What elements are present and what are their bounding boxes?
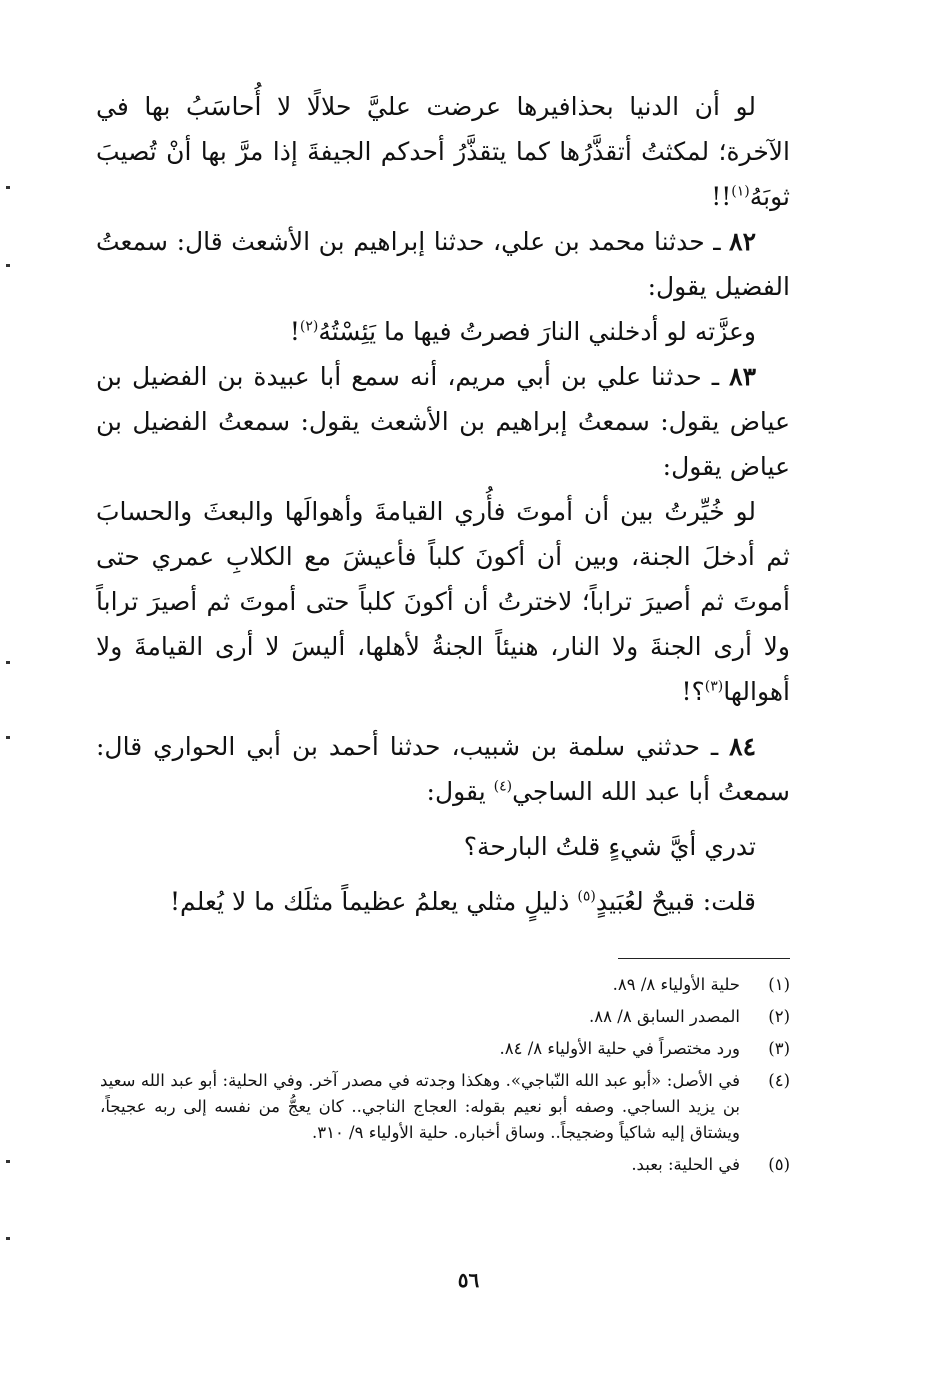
paragraph-text: تدري أيَّ شيءٍ قلتُ البارحة؟ — [463, 832, 756, 861]
paragraph-gap — [96, 869, 790, 879]
paragraph-83 — [96, 354, 790, 489]
paragraph-82-quote — [96, 309, 790, 354]
footnote-ref: (١) — [731, 183, 750, 200]
page-number: ٥٦ — [457, 1268, 480, 1292]
footnote-separator — [618, 958, 790, 959]
footnote-number: (٥) — [768, 1155, 790, 1174]
scan-speck — [6, 186, 10, 189]
paragraph-84-question — [96, 824, 790, 869]
paragraph-text: ـ حدثنا علي بن أبي مريم، أنه سمع أبا عبيدة بن الفضيل بن عياض يقول: سمعتُ إبراهيم بن الأشعث يقول: سمعتُ الفضيل بن عياض يقول: — [96, 362, 790, 481]
footnote-text: حلية الأولياء ٨/ ٨٩. — [612, 975, 740, 994]
scan-speck — [6, 736, 10, 739]
paragraph-text: وعزَّته لو أدخلني النارَ فصرتُ فيها ما يَئِسْتُهُ — [318, 317, 756, 346]
footnote-3 — [100, 1036, 790, 1062]
scan-speck — [6, 1237, 10, 1240]
main-text — [96, 84, 790, 924]
paragraph-text: ـ حدثني سلمة بن شبيب، حدثنا أحمد بن أبي الحواري قال: سمعتُ أبا عبد الله الساجي — [96, 732, 790, 806]
footnote-5 — [100, 1152, 790, 1178]
paragraph-83-quote — [96, 489, 790, 714]
footnotes — [100, 972, 790, 1184]
scan-speck — [6, 1160, 10, 1163]
paragraph-gap — [96, 814, 790, 824]
footnote-number: (٣) — [768, 1039, 790, 1058]
footnote-number: (٤) — [768, 1071, 790, 1090]
footnote-ref: (٥) — [577, 888, 596, 905]
paragraph-84 — [96, 724, 790, 814]
paragraph-text-end: ذليلٍ مثلي يعلمُ عظيماً مثلَك ما لا يُعلم! — [170, 887, 578, 916]
footnote-text: المصدر السابق ٨/ ٨٨. — [589, 1007, 740, 1026]
paragraph-text: قلت: قبيحٌ لعُبَيدٍ — [595, 887, 756, 916]
footnote-1 — [100, 972, 790, 998]
paragraph-82 — [96, 219, 790, 309]
footnote-text: في الأصل: «أبو عبد الله النّباجي». وهكذا وجدته في مصدر آخر. وفي الحلية: أبو عبد الله سعيد بن يزيد الساجي. وصفه أبو نعيم بقوله: العجاج الناجي.. كان يعجُّ من نفسه إلى ربه عجيجاً، ويشتاق إليه شاكياً وضجيجاً.. وساق أخباره. حلية الأولياء ٩/ ٣١٠. — [100, 1071, 740, 1142]
footnote-text: ورد مختصراً في حلية الأولياء ٨/ ٨٤. — [499, 1039, 740, 1058]
paragraph-text-end: يقول: — [426, 777, 494, 806]
paragraph-text: ـ حدثنا محمد بن علي، حدثنا إبراهيم بن الأشعث قال: سمعتُ الفضيل يقول: — [96, 227, 790, 301]
item-number: ٨٣ — [729, 362, 756, 391]
footnote-ref: (٢) — [299, 318, 319, 335]
scan-speck — [6, 264, 10, 267]
footnote-number: (١) — [768, 975, 790, 994]
paragraph-text-end: ! — [289, 317, 300, 346]
footnote-2 — [100, 1004, 790, 1030]
paragraph-text: لو خُيِّرتُ بين أن أموتَ فأُري القيامةَ وأهوالَها والبعثَ والحسابَ ثم أدخلَ الجنة، وبين أن أكونَ كلباً فأعيشَ مع الكلابِ عمري حتى أموتَ ثم أصيرَ تراباً؛ لاخترتُ أن أكونَ كلباً حتى أموتَ ثم أصيرَ تراباً ولا أرى الجنةَ ولا النار، هنيئاً الجنةُ لأهلها، أليسَ لا أرى القيامةَ ولا أهوالها — [96, 497, 790, 706]
footnote-text: في الحلية: بعبد. — [631, 1155, 740, 1174]
paragraph-gap — [96, 714, 790, 724]
paragraph-text-end: !! — [711, 182, 732, 211]
paragraph-text: لو أن الدنيا بحذافيرها عرضت عليَّ حلالًا لا أُحاسَبُ بها في الآخرة؛ لمكثتُ أتقذَّرُها كما يتقذَّرُ أحدكم الجيفةَ إذا مرَّ بها أنْ تُصيبَ ثوبَهُ — [96, 92, 790, 211]
footnote-ref: (٣) — [704, 678, 724, 695]
paragraph-84-answer — [96, 879, 790, 924]
paragraph-text-end: ؟! — [681, 677, 705, 706]
scan-speck — [6, 661, 10, 664]
item-number: ٨٤ — [729, 732, 756, 761]
footnote-number: (٢) — [768, 1007, 790, 1026]
footnote-ref: (٤) — [493, 778, 513, 795]
item-number: ٨٢ — [729, 227, 756, 256]
footnote-4 — [100, 1068, 790, 1146]
paragraph-1 — [96, 84, 790, 219]
